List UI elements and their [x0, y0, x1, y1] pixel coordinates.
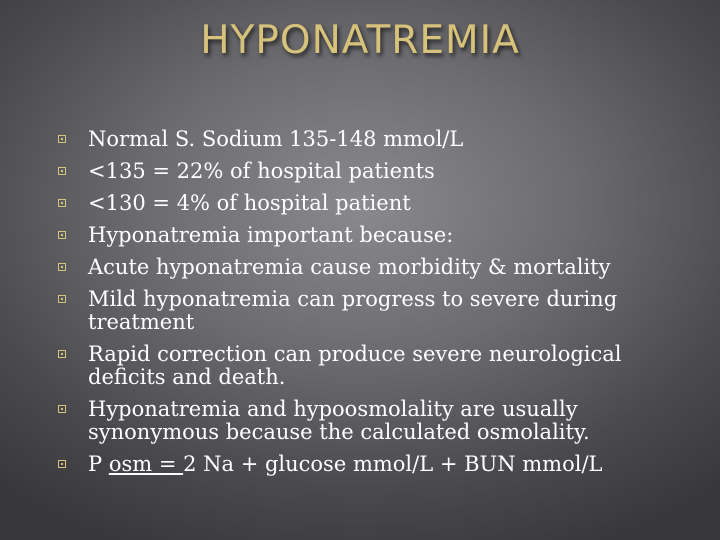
- bullet-item: [56, 398, 676, 444]
- bullet-list: [56, 128, 676, 485]
- bullet-text: Hyponatremia important because:: [88, 223, 454, 247]
- bullet-text: <135 = 22% of hospital patients: [88, 159, 435, 183]
- square-bullet-icon: [58, 405, 66, 413]
- bullet-item: [56, 192, 676, 215]
- bullet-item: [56, 128, 676, 151]
- square-bullet-icon: [58, 460, 66, 468]
- bullet-item: [56, 343, 676, 389]
- square-bullet-icon: [58, 295, 66, 303]
- square-bullet-icon: [58, 263, 66, 271]
- bullet-text: Mild hyponatremia can progress to severe during treatment: [88, 287, 618, 334]
- square-bullet-icon: [58, 350, 66, 358]
- bullet-item: [56, 160, 676, 183]
- formula-prefix: P: [88, 452, 109, 476]
- formula-underlined: osm =: [108, 452, 184, 476]
- bullet-text: <130 = 4% of hospital patient: [88, 191, 411, 215]
- bullet-text: Acute hyponatremia cause morbidity & mortality: [88, 255, 611, 279]
- bullet-item: [56, 256, 676, 279]
- bullet-item: [56, 288, 676, 334]
- bullet-text: Normal S. Sodium 135-148 mmol/L: [88, 127, 464, 151]
- bullet-text: Hyponatremia and hypoosmolality are usually synonymous because the calculated osmolality.: [88, 397, 590, 444]
- square-bullet-icon: [58, 135, 66, 143]
- bullet-item: [56, 224, 676, 247]
- square-bullet-icon: [58, 199, 66, 207]
- bullet-item-formula: [56, 453, 676, 476]
- formula-suffix: 2 Na + glucose mmol/L + BUN mmol/L: [183, 452, 603, 476]
- square-bullet-icon: [58, 167, 66, 175]
- bullet-text: Rapid correction can produce severe neurological deficits and death.: [88, 342, 622, 389]
- slide-title: HYPONATREMIA: [200, 18, 520, 63]
- square-bullet-icon: [58, 231, 66, 239]
